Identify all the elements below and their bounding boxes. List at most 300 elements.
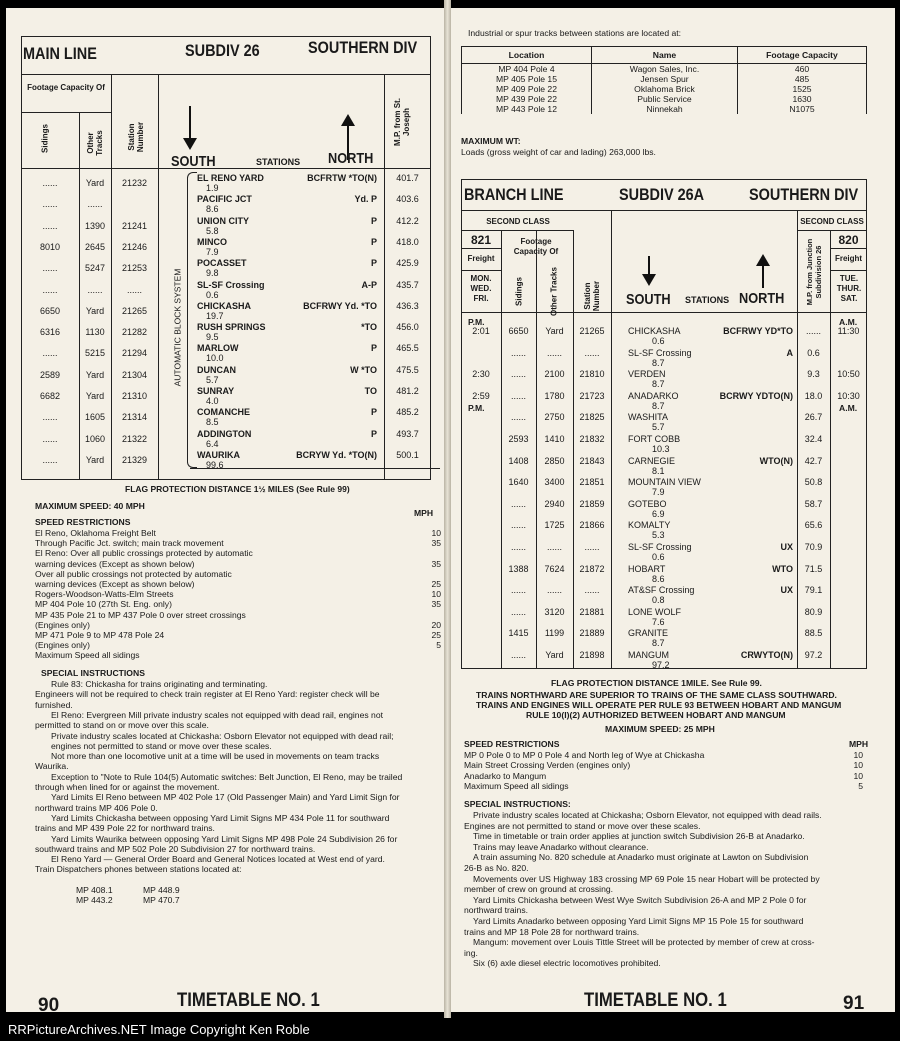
station-milepost: 475.5 bbox=[396, 365, 419, 375]
branch-other-tracks: 2100 bbox=[544, 369, 565, 379]
branch-station-number: 21851 bbox=[579, 477, 605, 487]
am-label-top: A.M. bbox=[839, 317, 858, 327]
station-other-tracks: 5247 bbox=[84, 263, 106, 273]
station-sidings: ...... bbox=[42, 412, 58, 422]
branch-station-number: ...... bbox=[584, 585, 600, 595]
station-milepost: 456.0 bbox=[396, 322, 419, 332]
spur-col-location: Location bbox=[462, 47, 592, 64]
station-sidings: ...... bbox=[42, 285, 58, 295]
spur-cell: MP 405 Pole 15 bbox=[462, 74, 592, 84]
station-name: CHICKASHA bbox=[197, 301, 251, 311]
north-arrow-icon bbox=[341, 114, 355, 126]
station-name: DUNCAN bbox=[197, 365, 236, 375]
station-name: MARLOW bbox=[197, 343, 239, 353]
spur-cell: Wagon Sales, Inc. bbox=[592, 64, 738, 75]
branch-other-tracks: 3400 bbox=[544, 477, 565, 487]
train-820-time: 10:50 bbox=[837, 369, 860, 379]
station-other-tracks: 1605 bbox=[84, 412, 106, 422]
branch-other-tracks: 1410 bbox=[544, 434, 565, 444]
station-name: RUSH SPRINGS bbox=[197, 322, 266, 332]
station-other-tracks: Yard bbox=[85, 306, 105, 316]
branch-speed-item: Anadarko to Mangum bbox=[464, 770, 547, 781]
station-number: 21322 bbox=[121, 434, 148, 444]
branch-station-code: BCFRWY YD*TO bbox=[723, 326, 793, 336]
station-code: P bbox=[370, 429, 377, 439]
station-other-tracks: 5215 bbox=[84, 348, 106, 358]
train-820-time: 10:30 bbox=[837, 391, 860, 401]
branch-sidings: ...... bbox=[510, 412, 526, 422]
station-name: POCASSET bbox=[197, 258, 247, 268]
spur-cell: Jensen Spur bbox=[592, 74, 738, 84]
special-instruction-line: Rule 83: Chickasha for trains originating and terminating. bbox=[51, 679, 268, 689]
special-instruction-line: trains and MP 439 Pole 22 for northward trains. bbox=[35, 823, 215, 834]
station-sidings: ...... bbox=[42, 434, 58, 444]
second-class-north: SECOND CLASS bbox=[800, 217, 864, 226]
subdiv-label: SUBDIV 26 bbox=[185, 41, 260, 60]
branch-sidings: 1408 bbox=[508, 456, 529, 466]
book-spine bbox=[444, 0, 451, 1020]
speed-item: El Reno, Oklahoma Freight Belt bbox=[35, 528, 156, 538]
speed-value: 35 bbox=[431, 558, 441, 569]
branch-milepost: 0.6 bbox=[807, 348, 820, 358]
branch-special-line: Trains may leave Anadarko without clearance. bbox=[473, 841, 649, 852]
special-instruction-line: Private industry scales located at Chickasha: Osborn Elevator not equipped with dead rail; bbox=[51, 730, 394, 741]
station-distance: 19.7 bbox=[206, 311, 224, 321]
station-code: W *TO bbox=[350, 365, 377, 375]
station-code: BCFRTW *TO(N) bbox=[307, 173, 377, 183]
speed-item: MP 471 Pole 9 to MP 478 Pole 24 bbox=[35, 630, 165, 640]
dispatcher-phone: MP 408.1 bbox=[76, 885, 113, 895]
station-other-tracks: ...... bbox=[87, 285, 103, 295]
station-other-tracks: 1390 bbox=[84, 221, 106, 231]
branch-line-title: BRANCH LINE bbox=[464, 185, 564, 204]
spur-row bbox=[462, 74, 867, 84]
branch-distance: 0.8 bbox=[652, 595, 665, 605]
station-other-tracks: 2645 bbox=[84, 242, 106, 252]
station-other-tracks: Yard bbox=[85, 455, 105, 465]
pm-label-bottom: P.M. bbox=[468, 403, 485, 413]
station-name: WAURIKA bbox=[197, 450, 240, 460]
speed-item: (Engines only) bbox=[35, 640, 90, 651]
branch-distance: 5.7 bbox=[652, 422, 665, 432]
main-line-title: MAIN LINE bbox=[23, 44, 97, 63]
am-label-bottom: A.M. bbox=[839, 403, 858, 413]
special-instruction-line: El Reno: Evergreen Mill private industry scales not equipped with dead rail, engines not bbox=[51, 709, 384, 720]
branch-station-name: CARNEGIE bbox=[628, 456, 676, 466]
branch-other-tracks: 1780 bbox=[544, 391, 565, 401]
spur-table bbox=[461, 46, 867, 114]
page-number-90: 90 bbox=[38, 995, 60, 1016]
branch-other-tracks: 2940 bbox=[544, 499, 565, 509]
speed-item: Through Pacific Jct. switch; main track movement bbox=[35, 538, 224, 549]
station-sidings: 2589 bbox=[39, 370, 61, 380]
days-south: MON. WED. FRI. bbox=[470, 274, 492, 303]
station-distance: 5.8 bbox=[206, 226, 219, 236]
branch-mp-header: M.P. from Junction Subdivision 26 bbox=[805, 238, 823, 306]
branch-distance: 10.3 bbox=[652, 444, 670, 454]
special-instruction-line: Exception to "Note to Rule 104(5) Automatic switches: Belt Junction, El Reno, may be trailed bbox=[51, 771, 403, 782]
special-instruction-line: Yard Limits Waurika between opposing Yard Limit Signs MP 498 Pole 24 Subdivision 26 for bbox=[51, 833, 398, 844]
spur-cell: 1630 bbox=[738, 94, 867, 104]
station-number: 21246 bbox=[121, 242, 148, 252]
branch-milepost: 50.8 bbox=[804, 477, 823, 487]
branch-station-name: SL-SF Crossing bbox=[628, 542, 692, 552]
branch-other-tracks: 7624 bbox=[544, 564, 565, 574]
sidings-col-header: Sidings bbox=[40, 124, 50, 153]
train-821-time: 2:30 bbox=[472, 369, 490, 379]
spur-row bbox=[462, 84, 867, 94]
spur-cell: 460 bbox=[738, 64, 867, 75]
station-code: P bbox=[370, 258, 377, 268]
station-code: A-P bbox=[361, 280, 377, 290]
branch-sidings: ...... bbox=[510, 542, 526, 552]
station-code: P bbox=[370, 343, 377, 353]
branch-milepost: 80.9 bbox=[804, 607, 823, 617]
branch-station-name: CHICKASHA bbox=[628, 326, 681, 336]
spur-cell: Public Service bbox=[592, 94, 738, 104]
station-name: ADDINGTON bbox=[197, 429, 252, 439]
spur-cell: 485 bbox=[738, 74, 867, 84]
branch-sidings: 2593 bbox=[508, 434, 529, 444]
station-other-tracks: Yard bbox=[85, 391, 105, 401]
branch-sidings: 1640 bbox=[508, 477, 529, 487]
station-other-tracks: ...... bbox=[87, 199, 103, 209]
station-sidings: ...... bbox=[42, 348, 58, 358]
branch-other-tracks: 1199 bbox=[544, 628, 565, 638]
station-milepost: 412.2 bbox=[396, 216, 419, 226]
branch-subdiv-label: SUBDIV 26A bbox=[619, 185, 705, 204]
speed-item: warning devices (Except as shown below) bbox=[35, 558, 195, 569]
page-90 bbox=[6, 8, 444, 1016]
spur-col-capacity: Footage Capacity bbox=[738, 47, 867, 64]
branch-special-line: Six (6) axle diesel electric locomotives prohibited. bbox=[473, 958, 661, 969]
max-speed: MAXIMUM SPEED: 40 MPH bbox=[35, 501, 145, 511]
timetable-label-left: TIMETABLE NO. 1 bbox=[177, 990, 320, 1011]
branch-distance: 8.7 bbox=[652, 401, 665, 411]
footage-capacity-header: Footage Capacity Of bbox=[27, 83, 105, 92]
branch-station-number: 21843 bbox=[579, 456, 605, 466]
special-instruction-line: Train Dispatchers phones between stations located at: bbox=[35, 864, 242, 875]
branch-speed-heading: SPEED RESTRICTIONS bbox=[464, 739, 560, 749]
station-distance: 8.5 bbox=[206, 417, 219, 427]
branch-station-name: GOTEBO bbox=[628, 499, 667, 509]
station-other-tracks: Yard bbox=[85, 370, 105, 380]
branch-other-tracks: ...... bbox=[546, 585, 562, 595]
branch-sidings: 6650 bbox=[508, 326, 529, 336]
branch-milepost: ...... bbox=[805, 326, 821, 336]
block-system-label: AUTOMATIC BLOCK SYSTEM bbox=[172, 268, 183, 387]
branch-milepost: 58.7 bbox=[804, 499, 823, 509]
station-number: 21329 bbox=[121, 455, 148, 465]
speed-item: Maximum Speed all sidings bbox=[35, 650, 140, 661]
station-code: BCRYW Yd. *TO(N) bbox=[296, 450, 377, 460]
train-821-time: 2:59 bbox=[472, 391, 490, 401]
stations-label: STATIONS bbox=[256, 157, 301, 167]
superior-line-1: TRAINS NORTHWARD ARE SUPERIOR TO TRAINS OF THE SAME CLASS SOUTHWARD. bbox=[476, 690, 837, 700]
speed-value: 10 bbox=[431, 589, 441, 600]
branch-milepost: 32.4 bbox=[804, 434, 823, 444]
station-sidings: ...... bbox=[42, 199, 58, 209]
branch-south-arrow-icon bbox=[642, 274, 656, 286]
branch-special-line: northward trains. bbox=[464, 905, 529, 916]
station-milepost: 465.5 bbox=[396, 343, 419, 353]
branch-speed-value: 10 bbox=[853, 760, 863, 771]
branch-footage-header: Footage Capacity Of bbox=[513, 237, 559, 256]
train-821: 821 bbox=[470, 233, 492, 247]
branch-distance: 8.1 bbox=[652, 466, 665, 476]
station-sidings: ...... bbox=[42, 263, 58, 273]
branch-special-line: Mangum: movement over Louis Tittle Street will be protected by member of crew at cross- bbox=[473, 937, 815, 948]
station-distance: 1.9 bbox=[206, 183, 219, 193]
branch-special-line: Private industry scales located at Chickasha; Osborn Elevator, not equipped with dead rails. bbox=[473, 810, 822, 820]
branch-sidings: 1415 bbox=[508, 628, 529, 638]
branch-station-name: WASHITA bbox=[628, 412, 668, 422]
speed-value: 20 bbox=[431, 619, 441, 630]
special-instruction-line: Yard Limits Chickasha between opposing Yard Limit Signs MP 434 Pole 11 for southward bbox=[51, 812, 390, 823]
station-code: TO bbox=[364, 386, 377, 396]
branch-special-line: Movements over US Highway 183 crossing MP 69 Pole 15 near Hobart will be protected by bbox=[473, 873, 820, 884]
branch-special-line: Yard Limits Chickasha between West Wye Switch Subdivision 26-A and MP 2 Pole 0 for bbox=[473, 894, 807, 905]
train-820-time: 11:30 bbox=[837, 326, 860, 336]
speed-item: MP 435 Pole 21 to MP 437 Pole 0 over street crossings bbox=[35, 609, 246, 620]
station-number: 21304 bbox=[121, 370, 148, 380]
station-name: COMANCHE bbox=[197, 407, 250, 417]
branch-station-number: 21265 bbox=[579, 326, 605, 336]
mp-col-header: M.P. from St. Joseph bbox=[393, 98, 411, 146]
station-code: *TO bbox=[361, 322, 377, 332]
speed-restrictions-heading: SPEED RESTRICTIONS bbox=[35, 517, 131, 527]
branch-station-number: 21889 bbox=[579, 628, 605, 638]
station-distance: 9.5 bbox=[206, 332, 219, 342]
speed-item: El Reno: Over all public crossings protected by automatic bbox=[35, 548, 253, 559]
mph-label: MPH bbox=[414, 508, 434, 518]
branch-station-name: HOBART bbox=[628, 564, 666, 574]
special-instruction-line: Engineers will not be required to check train register at El Reno Yard: register check will be bbox=[35, 689, 380, 700]
branch-sidings: 1388 bbox=[508, 564, 529, 574]
south-label: SOUTH bbox=[171, 153, 216, 170]
second-class-south: SECOND CLASS bbox=[486, 217, 550, 226]
branch-station-code: BCRWY YDTO(N) bbox=[719, 391, 793, 401]
branch-station-code: CRWYTO(N) bbox=[740, 650, 793, 660]
branch-milepost: 65.6 bbox=[804, 520, 823, 530]
station-number: 21282 bbox=[121, 327, 148, 337]
station-sidings: 6316 bbox=[39, 327, 61, 337]
branch-special-line: member of crew on ground at crossing. bbox=[464, 884, 614, 895]
branch-speed-value: 5 bbox=[858, 781, 863, 792]
south-arrow-icon bbox=[183, 138, 197, 150]
station-sidings: ...... bbox=[42, 178, 58, 188]
branch-sidings: ...... bbox=[510, 585, 526, 595]
branch-milepost: 88.5 bbox=[804, 628, 823, 638]
station-distance: 5.7 bbox=[206, 375, 219, 385]
spur-cell: N1075 bbox=[738, 104, 867, 114]
branch-station-no-header: Station Number bbox=[583, 280, 601, 312]
speed-item: (Engines only) bbox=[35, 619, 90, 630]
branch-special-line: ing. bbox=[464, 947, 478, 958]
superior-line-2: TRAINS AND ENGINES WILL OPERATE PER RULE 93 BETWEEN HOBART AND MANGUM bbox=[476, 700, 842, 710]
station-code: P bbox=[370, 216, 377, 226]
copyright-banner: RRPictureArchives.NET Image Copyright Ken Roble bbox=[0, 1018, 900, 1041]
station-number: 21294 bbox=[121, 348, 148, 358]
branch-stations-label: STATIONS bbox=[685, 295, 730, 305]
station-distance: 8.6 bbox=[206, 204, 219, 214]
spur-cell: 1525 bbox=[738, 84, 867, 94]
station-sidings: ...... bbox=[42, 455, 58, 465]
station-milepost: 481.2 bbox=[396, 386, 419, 396]
special-instructions-heading: SPECIAL INSTRUCTIONS bbox=[41, 668, 145, 678]
branch-sidings-header: Sidings bbox=[514, 277, 524, 306]
branch-distance: 97.2 bbox=[652, 660, 670, 670]
station-milepost: 403.6 bbox=[396, 194, 419, 204]
branch-station-name: LONE WOLF bbox=[628, 607, 682, 617]
spur-cell: MP 443 Pole 12 bbox=[462, 104, 592, 114]
branch-sidings: ...... bbox=[510, 369, 526, 379]
branch-station-name: KOMALTY bbox=[628, 520, 671, 530]
spur-cell: MP 404 Pole 4 bbox=[462, 64, 592, 75]
station-milepost: 500.1 bbox=[396, 450, 419, 460]
branch-distance: 7.9 bbox=[652, 487, 665, 497]
branch-distance: 5.3 bbox=[652, 530, 665, 540]
branch-station-number: 21723 bbox=[579, 391, 605, 401]
branch-station-name: FORT COBB bbox=[628, 434, 681, 444]
special-instruction-line: southward trains and MP 502 Pole 20 Subdivision 27 for northward trains. bbox=[35, 843, 316, 854]
branch-station-number: ...... bbox=[584, 348, 600, 358]
spur-cell: Ninnekah bbox=[592, 104, 738, 114]
station-name: MINCO bbox=[197, 237, 227, 247]
speed-item: warning devices (Except as shown below) bbox=[35, 579, 195, 589]
station-name: PACIFIC JCT bbox=[197, 194, 252, 204]
spur-cell: MP 439 Pole 22 bbox=[462, 94, 592, 104]
station-code: P bbox=[370, 237, 377, 247]
spur-row bbox=[462, 94, 867, 104]
station-milepost: 435.7 bbox=[396, 280, 419, 290]
branch-station-number: 21866 bbox=[579, 520, 605, 530]
branch-station-code: A bbox=[786, 348, 793, 358]
speed-value: 25 bbox=[431, 630, 441, 640]
branch-speed-value: 10 bbox=[853, 750, 863, 760]
station-distance: 7.9 bbox=[206, 247, 219, 257]
page-91 bbox=[451, 8, 895, 1012]
branch-other-tracks: 1725 bbox=[544, 520, 565, 530]
branch-distance: 8.6 bbox=[652, 574, 665, 584]
station-distance: 4.0 bbox=[206, 396, 219, 406]
special-instruction-line: permitted to stand on or move over this scale. bbox=[35, 720, 209, 731]
branch-distance: 7.6 bbox=[652, 617, 665, 627]
freight-label-south: Freight bbox=[467, 254, 495, 263]
branch-other-tracks: ...... bbox=[546, 348, 562, 358]
branch-sidings: ...... bbox=[510, 348, 526, 358]
branch-station-code: WTO(N) bbox=[759, 456, 793, 466]
branch-other-tracks: 2750 bbox=[544, 412, 565, 422]
branch-milepost: 42.7 bbox=[804, 456, 823, 466]
station-milepost: 436.3 bbox=[396, 301, 419, 311]
branch-distance: 6.9 bbox=[652, 509, 665, 519]
station-code: Yd. P bbox=[354, 194, 377, 204]
station-number-col-header: Station Number bbox=[127, 121, 145, 153]
branch-other-tracks: Yard bbox=[545, 326, 564, 336]
station-milepost: 485.2 bbox=[396, 407, 419, 417]
branch-milepost: 70.9 bbox=[804, 542, 823, 552]
branch-speed-value: 10 bbox=[853, 770, 863, 781]
branch-sidings: ...... bbox=[510, 607, 526, 617]
train-821-time: 2:01 bbox=[472, 326, 490, 336]
speed-value: 25 bbox=[431, 579, 441, 589]
special-instruction-line: Waurika. bbox=[35, 761, 69, 772]
branch-station-number: 21810 bbox=[579, 369, 605, 379]
branch-south-label: SOUTH bbox=[626, 291, 671, 308]
station-milepost: 401.7 bbox=[396, 173, 419, 183]
freight-label-north: Freight bbox=[834, 254, 863, 263]
dispatcher-phone: MP 448.9 bbox=[143, 885, 180, 895]
spur-row bbox=[462, 64, 867, 75]
page-number-91: 91 bbox=[843, 993, 865, 1014]
speed-value: 35 bbox=[431, 599, 441, 610]
branch-sidings: ...... bbox=[510, 650, 526, 660]
speed-value: 10 bbox=[431, 528, 441, 538]
north-label: NORTH bbox=[328, 150, 374, 167]
station-number: 21310 bbox=[121, 391, 148, 401]
special-instruction-line: Yard Limits El Reno between MP 402 Pole 17 (Old Passenger Main) and Yard Limit Sign for bbox=[51, 792, 400, 803]
branch-station-name: MANGUM bbox=[628, 650, 669, 660]
branch-division-label: SOUTHERN DIV bbox=[749, 185, 859, 204]
branch-station-code: WTO bbox=[772, 564, 793, 574]
speed-value: 5 bbox=[436, 640, 441, 651]
station-distance: 99.6 bbox=[206, 460, 224, 470]
branch-flag-protection: FLAG PROTECTION DISTANCE 1MILE. See Rule 99. bbox=[551, 678, 762, 688]
station-distance: 9.8 bbox=[206, 268, 219, 278]
special-instruction-line: northward trains MP 406 Pole 0. bbox=[35, 802, 158, 813]
speed-item: Over all public crossings not protected by automatic bbox=[35, 568, 232, 579]
branch-north-arrow-icon bbox=[756, 254, 770, 266]
spur-heading: Industrial or spur tracks between stations are located at: bbox=[468, 28, 682, 38]
train-820: 820 bbox=[838, 233, 859, 247]
pm-label-top: P.M. bbox=[468, 317, 485, 327]
branch-station-name: MOUNTAIN VIEW bbox=[628, 477, 701, 487]
branch-milepost: 9.3 bbox=[807, 369, 820, 379]
spur-cell: Oklahoma Brick bbox=[592, 84, 738, 94]
branch-station-name: AT&SF Crossing bbox=[628, 585, 695, 595]
special-instruction-line: through when lined for or against the movement. bbox=[35, 782, 220, 792]
branch-special-line: Engines are not permitted to stand or move over these scales. bbox=[464, 820, 701, 831]
station-sidings: 6650 bbox=[39, 306, 61, 316]
branch-station-code: UX bbox=[780, 542, 793, 552]
branch-milepost: 71.5 bbox=[804, 564, 823, 574]
branch-station-number: 21825 bbox=[579, 412, 605, 422]
speed-value: 35 bbox=[431, 538, 441, 549]
branch-special-line: 26-B as No. 820. bbox=[464, 863, 529, 873]
station-sidings: 6682 bbox=[39, 391, 61, 401]
station-other-tracks: 1060 bbox=[84, 434, 106, 444]
station-number: 21314 bbox=[121, 412, 148, 422]
station-number: 21253 bbox=[121, 263, 148, 273]
branch-milepost: 79.1 bbox=[804, 585, 823, 595]
station-milepost: 418.0 bbox=[396, 237, 419, 247]
branch-north-label: NORTH bbox=[739, 290, 785, 307]
dispatcher-phone: MP 443.2 bbox=[76, 895, 113, 905]
branch-station-name: SL-SF Crossing bbox=[628, 348, 692, 358]
branch-special-line: Time in timetable or train order applies at junction switch Subdivision 26-B at Anadarko. bbox=[473, 831, 805, 842]
branch-station-number: 21881 bbox=[579, 607, 605, 617]
max-wt-label: MAXIMUM WT: bbox=[461, 136, 521, 146]
branch-special-line: A train assuming No. 820 schedule at Anadarko must originate at Lawton on Subdivision bbox=[473, 852, 809, 863]
branch-station-number: 21832 bbox=[579, 434, 605, 444]
branch-distance: 0.6 bbox=[652, 336, 665, 346]
spur-row bbox=[462, 104, 867, 114]
station-distance: 10.0 bbox=[206, 353, 224, 363]
station-milepost: 493.7 bbox=[396, 429, 419, 439]
flag-protection: FLAG PROTECTION DISTANCE 1½ MILES (See Rule 99) bbox=[125, 484, 350, 494]
branch-station-number: ...... bbox=[584, 542, 600, 552]
